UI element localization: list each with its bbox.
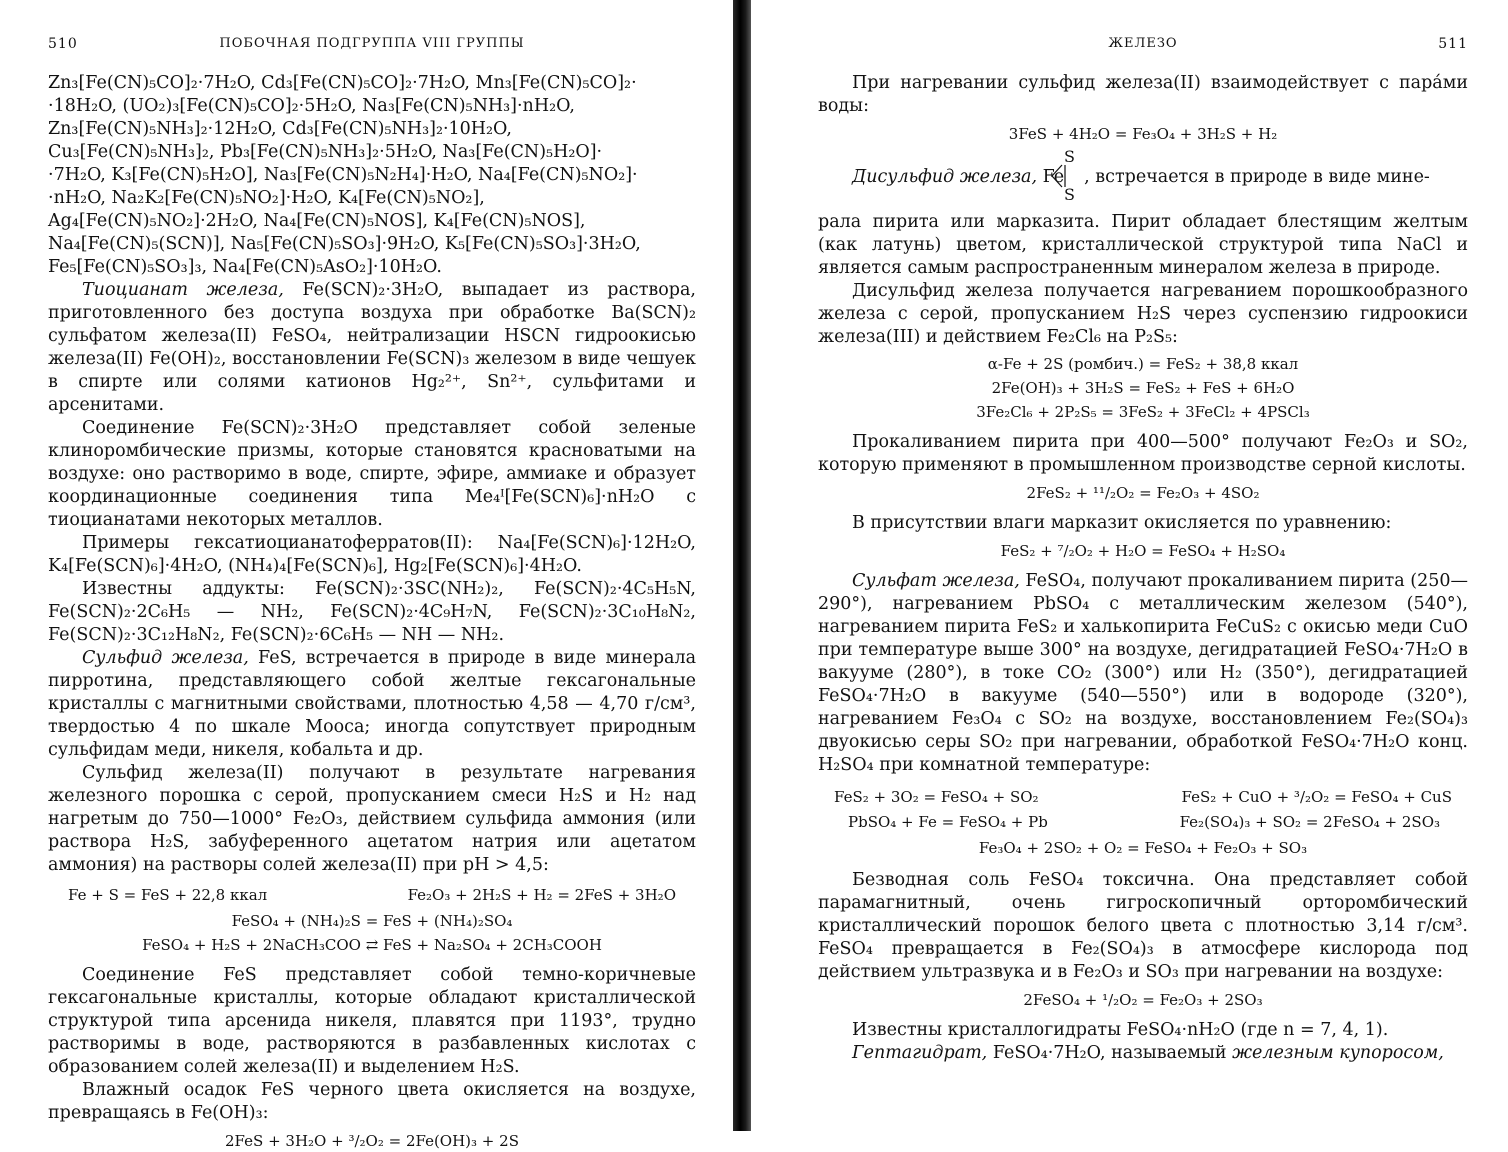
right-running-head <box>818 30 1468 60</box>
equation: Fe + S = FeS + 22,8 ккал <box>68 886 268 904</box>
right-page <box>818 30 1468 1120</box>
paragraph-marcasite: В присутствии влаги марказит окисляется по уравнению: <box>852 513 1392 533</box>
paragraph-fes-oxidation: Влажный осадок FeS черного цвета окисляется на воздухе, превращаясь в Fe(OH)₃: <box>48 1080 696 1123</box>
paragraph-thiocyanate <box>48 279 696 417</box>
complex-line: ·nH₂O, Na₂K₂[Fe(CN)₅NO₂]·H₂O, K₄[Fe(CN)₅NO₂], <box>48 188 485 208</box>
paragraph-hydrates: Известны кристаллогидраты FeSO₄·nH₂O (где n = 7, 4, 1). <box>852 1020 1389 1040</box>
complex-line: Zn₃[Fe(CN)₅CO]₂·7H₂O, Cd₃[Fe(CN)₅CO]₂·7H₂O, Mn₃[Fe(CN)₅CO]₂· <box>48 73 637 93</box>
complex-line: Cu₃[Fe(CN)₅NH₃]₂, Pb₃[Fe(CN)₅NH₃]₂·5H₂O, Na₃[Fe(CN)₅H₂O]· <box>48 142 603 162</box>
paragraph-sulfide-preparation: Сульфид железа(II) получают в результате нагревания железного порошка с серой, пропусканием смеси H₂S и H₂ над нагретым до 750—1000° Fe₂O₃, действием сульфида аммония (или раствора H₂S, забуференного ацетатом натрия или ацетатом аммония) на растворы солей железа(II) при pH > 4,5: <box>48 763 696 875</box>
paragraph-examples: Примеры гексатиоцианатоферратов(II): Na₄[Fe(SCN)₆]·12H₂O, K₄[Fe(SCN)₆]·4H₂O, (NH₄)₄[Fe(SCN)₆], Hg₂[Fe(SCN)₆]·4H₂O. <box>48 533 696 576</box>
paragraph-disulfide-preparation: Дисульфид железа получается нагреванием порошкообразного железа с серой, пропусканием H₂S через суспензию гидроокиси железа(III) и действием Fe₂Cl₆ на P₂S₅: <box>818 281 1468 347</box>
left-page-number: 510 <box>48 36 78 52</box>
paragraph-adducts: Известны аддукты: Fe(SCN)₂·3SC(NH₂)₂, Fe(SCN)₂·4C₅H₅N, Fe(SCN)₂·2C₆H₅ — NH₂, Fe(SCN)₂·4C₉H₇N, Fe(SCN)₂·3C₁₀H₈N₂, Fe(SCN)₂·3C₁₂H₈N₂, Fe(SCN)₂·6C₆H₅ — NH — NH₂. <box>48 579 696 645</box>
term-sulfide: Сульфид железа, <box>82 648 249 668</box>
paragraph-sulfate <box>818 570 1468 777</box>
paragraph-text: , встречается в природе в виде мине- <box>1084 167 1430 187</box>
left-running-title: ПОБОЧНАЯ ПОДГРУППА VIII ГРУППЫ <box>219 36 525 51</box>
equation: 3FeS + 4H₂O = Fe₃O₄ + 3H₂S + H₂ <box>1008 125 1278 143</box>
paragraph-sulfide <box>48 647 696 762</box>
equation: 3Fe₂Cl₆ + 2P₂S₅ = 3FeS₂ + 3FeCl₂ + 4PSCl₃ <box>976 403 1310 421</box>
term-thiocyanate: Тиоцианат железа, <box>82 280 284 300</box>
disulfide-line <box>852 167 1468 187</box>
equation: 2FeS + 3H₂O + ³/₂O₂ = 2Fe(OH)₃ + 2S <box>225 1132 519 1150</box>
complex-line: ·18H₂O, (UO₂)₃[Fe(CN)₅CO]₂·5H₂O, Na₃[Fe(CN)₅NH₃]·nH₂O, <box>48 96 575 116</box>
book-gutter <box>733 0 751 1131</box>
equation: Fe₃O₄ + 2SO₂ + O₂ = FeSO₄ + Fe₂O₃ + SO₃ <box>978 839 1308 857</box>
equation-row <box>818 785 1468 810</box>
equation: Fe₂(SO₄)₃ + SO₂ = 2FeSO₄ + 2SO₃ <box>1179 813 1440 831</box>
paragraph-text: FeS, встречается в природе в виде минерала пирротина, представляющего собой желтые гексагональные кристаллы с магнитными свойствами, плотностью 4,58 — 4,70 г/см³, твердостью 4 по шкале Мооса; иногда сопутствует природным сульфидам меди, никеля, кобальта и др. <box>48 648 697 760</box>
disulfide-structure <box>818 147 1468 205</box>
left-page <box>48 30 697 1150</box>
equation: FeSO₄ + (NH₄)₂S = FeS + (NH₄)₂SO₄ <box>231 912 513 930</box>
paragraph-pyrite-roasting: Прокаливанием пирита при 400—500° получают Fe₂O₃ и SO₂, которую применяют в промышленном производстве серной кислоты. <box>818 432 1468 475</box>
equation: FeS₂ + 3O₂ = FeSO₄ + SO₂ <box>834 788 1039 806</box>
equation: FeS₂ + ⁷/₂O₂ + H₂O = FeSO₄ + H₂SO₄ <box>1000 542 1286 560</box>
structure-sulfur-top: S <box>1064 147 1075 166</box>
term-vitriol: железным купоросом, <box>1232 1043 1444 1063</box>
equation: 2FeSO₄ + ¹/₂O₂ = Fe₂O₃ + 2SO₃ <box>1023 991 1263 1009</box>
equation: PbSO₄ + Fe = FeSO₄ + Pb <box>848 813 1048 831</box>
term-disulfide: Дисульфид железа, <box>852 167 1038 187</box>
equation-row <box>818 810 1468 835</box>
paragraph-pyrite: рала пирита или марказита. Пирит обладает блестящим желтым (как латунь) цветом, кристаллической структурой типа NaCl и является самым распространенным минералом железа в природе. <box>818 212 1468 278</box>
equation: 2FeS₂ + ¹¹/₂O₂ = Fe₂O₃ + 4SO₂ <box>1026 484 1260 502</box>
paragraph-text: FeSO₄·7H₂O, называемый <box>987 1043 1233 1063</box>
term-sulfate: Сульфат железа, <box>852 571 1020 591</box>
structure-sulfur-bottom: S <box>1064 185 1075 204</box>
equation: 2Fe(OH)₃ + 3H₂S = FeS₂ + FeS + 6H₂O <box>991 379 1295 397</box>
term-heptahydrate: Гептагидрат, <box>852 1043 988 1063</box>
complex-line: Ag₄[Fe(CN)₅NO₂]·2H₂O, Na₄[Fe(CN)₅NOS], K₄[Fe(CN)₅NOS], <box>48 211 586 231</box>
paragraph-text: Fe(SCN)₂·3H₂O, выпадает из раствора, приготовленного без доступа воздуха при обработке Ba(SCN)₂ сульфатом железа(II) FeSO₄, нейтрализации HSCN гидроокисью железа(II) Fe(OH)₂, восстановлении Fe(SCN)₃ железом в виде чешуек в спирте или солями катионов Hg₂²⁺, Sn²⁺, сульфитами и арсенитами. <box>48 280 696 415</box>
left-running-head <box>48 30 696 60</box>
paragraph-compound-properties: Соединение Fe(SCN)₂·3H₂O представляет собой зеленые клиноромбические призмы, которые становятся красноватыми на воздухе: оно растворимо в воде, спирте, эфире, аммиаке и образует координационные соединения типа Me₄ᴵ[Fe(SCN)₆]·nH₂O с тиоцианатами некоторых металлов. <box>48 418 696 530</box>
paragraph-fes-properties: Соединение FeS представляет собой темно-коричневые гексагональные кристаллы, которые обладают кристаллической структурой типа арсенида никеля, плавятся при 1193°, трудно растворимы в воде, растворяются в разбавленных кислотах с образованием солей железа(II) и выделением H₂S. <box>48 965 696 1077</box>
equation: α-Fe + 2S (ромбич.) = FeS₂ + 38,8 ккал <box>987 355 1299 373</box>
paragraph-fes-steam: При нагревании сульфид железа(II) взаимодействует с пара́ми воды: <box>818 73 1468 116</box>
complex-line: ·7H₂O, K₃[Fe(CN)₅H₂O], Na₃[Fe(CN)₅N₂H₄]·H₂O, Na₄[Fe(CN)₅NO₂]· <box>48 165 638 185</box>
right-page-number: 511 <box>1438 36 1468 52</box>
paragraph-anhydrous: Безводная соль FeSO₄ токсична. Она представляет собой парамагнитный, очень гигроскопичный орторомбический кристаллический порошок белого цвета с плотностью 3,14 г/см³. FeSO₄ превращается в Fe₂(SO₄)₃ в атмосфере кислорода под действием ультразвука и в Fe₂O₃ и SO₃ при нагревании на воздухе: <box>818 870 1468 982</box>
equation: FeS₂ + CuO + ³/₂O₂ = FeSO₄ + CuS <box>1181 788 1452 806</box>
equation: FeSO₄ + H₂S + 2NaCH₃COO ⇄ FeS + Na₂SO₄ + 2CH₃COOH <box>142 936 602 954</box>
paragraph-text: FeSO₄, получают прокаливанием пирита (250—290°), нагреванием PbSO₄ с металлическим железом (540°), нагреванием пирита FeS₂ и халькопирита FeCuS₂ с окисью меди CuO при температуре выше 300° на воздухе, дегидратацией FeSO₄·7H₂O в вакууме (280°), в токе CO₂ (300°) или H₂ (350°), дегидратацией FeSO₄·7H₂O в вакууме (540—550°) или в водороде (320°), нагреванием Fe₃O₄ с SO₂ на воздухе, восстановлением Fe₂(SO₄)₃ двуокисью серы SO₂ при нагревании, обработкой FeSO₄·7H₂O конц. H₂SO₄ при комнатной температуре: <box>818 571 1468 775</box>
complex-list <box>48 72 696 279</box>
right-running-title: ЖЕЛЕЗО <box>1108 36 1178 51</box>
equation-row <box>48 883 696 908</box>
complex-line: Na₄[Fe(CN)₅(SCN)], Na₅[Fe(CN)₅SO₃]·9H₂O, K₅[Fe(CN)₅SO₃]·3H₂O, <box>48 234 641 254</box>
complex-line: Zn₃[Fe(CN)₅NH₃]₂·12H₂O, Cd₃[Fe(CN)₅NH₃]₂·10H₂O, <box>48 119 512 139</box>
paragraph-heptahydrate <box>818 1042 1468 1065</box>
structure-fe: Fe <box>1042 167 1065 187</box>
complex-line: Fe₅[Fe(CN)₅SO₃]₃, Na₄[Fe(CN)₅AsO₂]·10H₂O. <box>48 257 442 277</box>
equation: Fe₂O₃ + 2H₂S + H₂ = 2FeS + 3H₂O <box>407 886 676 904</box>
